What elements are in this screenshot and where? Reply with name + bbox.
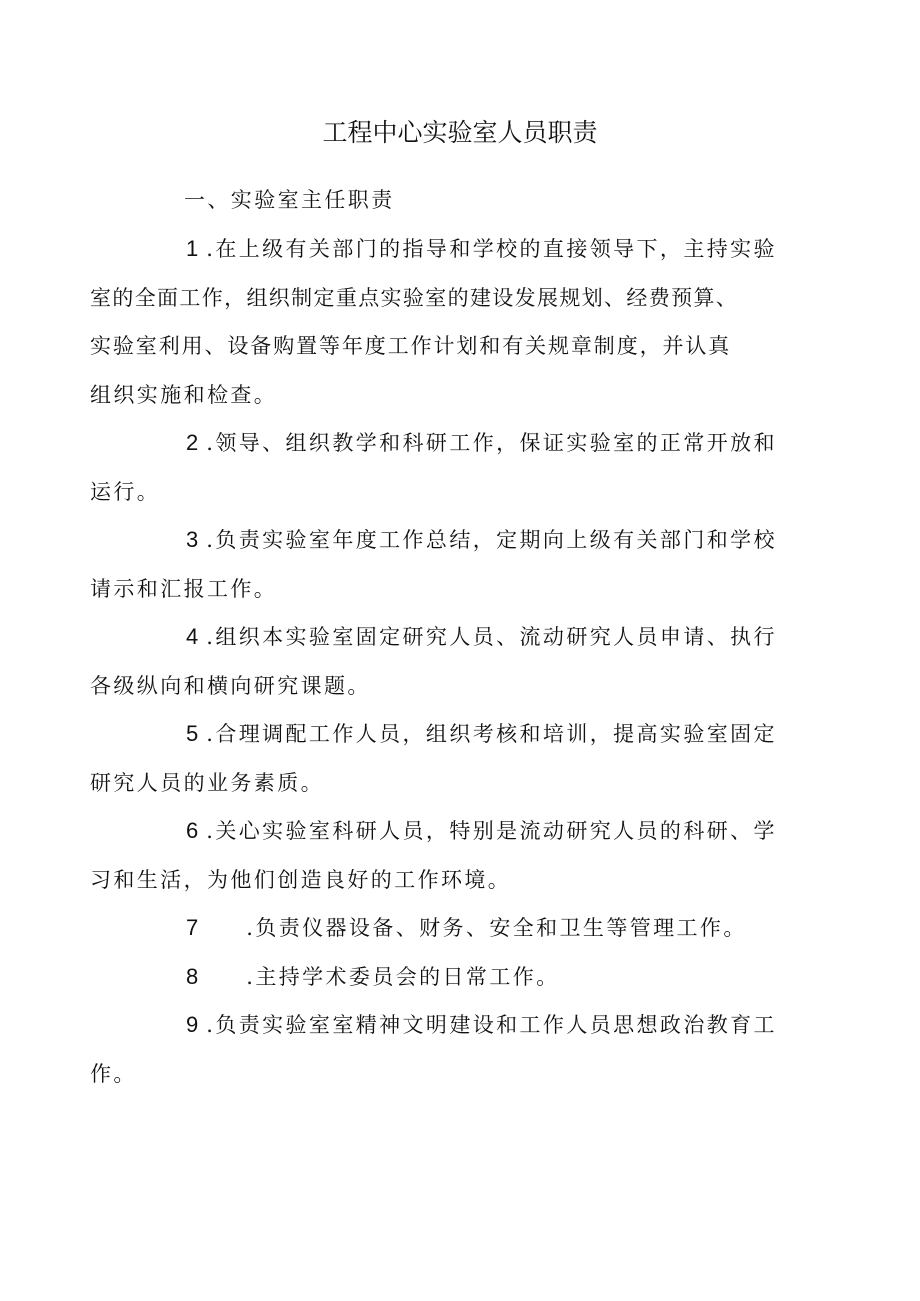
item-number: 3 [186, 527, 199, 552]
item-text: 请示和汇报工作。 [90, 576, 278, 601]
item-text: 运行。 [90, 479, 161, 504]
item-text: .负责实验室室精神文明建设和工作人员思想政治教育工 [206, 1013, 777, 1037]
item-text: .领导、组织教学和科研工作，保证实验室的正常开放和 [206, 431, 777, 455]
item-text: 作。 [90, 1061, 137, 1086]
item-text: .在上级有关部门的指导和学校的直接领导下，主持实验 [206, 237, 777, 261]
item-text: .负责仪器设备、财务、安全和卫生等管理工作。 [246, 916, 747, 940]
item-text: .负责实验室年度工作总结，定期向上级有关部门和学校 [206, 528, 777, 552]
section-heading: 一、实验室主任职责 [184, 188, 395, 212]
item-text: .关心实验室科研人员，特别是流动研究人员的科研、学 [206, 819, 777, 843]
duty-item-7 [138, 904, 788, 953]
item-text: 室的全面工作，组织制定重点实验室的建设发展规划、经费预算、 [90, 285, 739, 310]
item-number: 8 [186, 963, 199, 989]
item-number: 7 [186, 915, 199, 940]
item-number: 9 [186, 1012, 199, 1037]
duty-item-9 [90, 1001, 788, 1098]
item-text: .组织本实验室固定研究人员、流动研究人员申请、执行 [206, 625, 777, 649]
item-number: 1 [186, 236, 199, 261]
item-text: .主持学术委员会的日常工作。 [246, 964, 560, 989]
duty-item-4 [90, 613, 788, 710]
duty-item-1 [90, 225, 788, 419]
item-number: 5 [186, 721, 199, 746]
duty-item-3 [90, 516, 788, 613]
document-title: 工程中心实验室人员职责 [322, 118, 598, 147]
duty-item-6 [90, 807, 788, 904]
item-number: 6 [186, 818, 199, 843]
item-text: 组织实施和检查。 [90, 382, 278, 407]
item-text: .合理调配工作人员，组织考核和培训，提高实验室固定 [206, 722, 777, 746]
item-text: 研究人员的业务素质。 [90, 770, 324, 795]
duty-item-5 [90, 710, 788, 807]
item-text: 习和生活，为他们创造良好的工作环境。 [90, 867, 512, 892]
duties-list [90, 225, 788, 1098]
duty-item-2 [90, 419, 788, 516]
item-text: 各级纵向和横向研究课题。 [90, 673, 371, 698]
duty-item-8 [138, 953, 788, 1002]
item-number: 2 [186, 430, 199, 455]
item-text: 实验室利用、设备购置等年度工作计划和有关规章制度，并认真 [90, 334, 732, 358]
item-number: 4 [186, 624, 199, 649]
